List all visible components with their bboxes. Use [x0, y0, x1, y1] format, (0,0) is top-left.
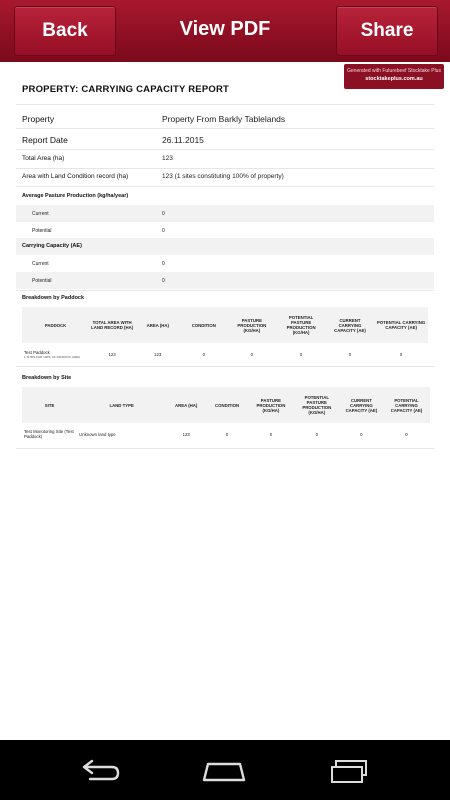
- pasture-potential-label: Potential: [32, 228, 52, 234]
- generated-badge: [344, 64, 444, 89]
- table-header: CURRENT CARRYING CAPACITY (AE): [340, 387, 383, 423]
- site-potential-cc: 0: [405, 431, 408, 437]
- paddock-pasture: 0: [250, 351, 254, 357]
- navigation-bar: [0, 740, 450, 800]
- site-land-type: Unknown land type: [79, 431, 116, 437]
- divider: [16, 128, 434, 129]
- table-header: TOTAL AREA WITH LAND RECORD (HA): [89, 307, 135, 343]
- recent-apps-icon[interactable]: [326, 758, 374, 784]
- land-condition-value: 123 (1 sites constituting 100% of property): [162, 173, 284, 180]
- site-current-cc: 0: [360, 431, 363, 437]
- site-condition: 0: [225, 431, 229, 437]
- report-date-value: 26.11.2015: [162, 135, 204, 145]
- table-header-row: [22, 307, 428, 343]
- table-header: LAND TYPE: [77, 387, 166, 423]
- table-header: AREA (HA): [135, 307, 180, 343]
- divider: [16, 168, 434, 169]
- divider: [16, 290, 434, 291]
- carrying-capacity-label: Carrying Capacity (AE): [22, 243, 82, 249]
- paddock-sites-note: 1 SITES FOR 100% OF PADDOCK AREA: [24, 354, 81, 359]
- table-header: AREA (HA): [166, 387, 206, 423]
- site-breakdown-heading: Breakdown by Site: [22, 375, 72, 381]
- site-area: 123: [182, 431, 190, 437]
- back-button[interactable]: Back: [14, 6, 116, 56]
- paddock-potential-cc: 0: [399, 351, 403, 357]
- paddock-table: [22, 307, 428, 365]
- home-icon[interactable]: [200, 758, 248, 784]
- divider: [16, 366, 434, 367]
- cc-current-value: 0: [162, 261, 165, 267]
- site-potential-pasture: 0: [315, 431, 318, 437]
- table-header: CURRENT CARRYING CAPACITY (AE): [326, 307, 374, 343]
- paddock-name-text: Test Paddock: [24, 349, 50, 355]
- pasture-potential-value: 0: [162, 228, 165, 234]
- table-header: PADDOCK: [22, 307, 89, 343]
- paddock-breakdown-heading: Breakdown by Paddock: [22, 295, 85, 301]
- property-value: Property From Barkly Tablelands: [162, 114, 286, 124]
- table-row: [22, 423, 430, 445]
- top-bar: [0, 0, 450, 62]
- pasture-current-value: 0: [162, 211, 165, 217]
- total-area-label: Total Area (ha): [22, 155, 65, 162]
- site-pasture: 0: [269, 431, 273, 437]
- divider: [16, 104, 434, 105]
- table-header: POTENTIAL PASTURE PRODUCTION (KG/HA): [294, 387, 340, 423]
- property-label: Property: [22, 114, 55, 124]
- report-date-label: Report Date: [22, 135, 68, 145]
- back-arrow-icon[interactable]: [76, 758, 124, 784]
- divider: [16, 149, 434, 150]
- table-header: POTENTIAL CARRYING CAPACITY (AE): [374, 307, 428, 343]
- generated-line1: Generated with Futurebeef Stocktake Plus: [347, 68, 441, 74]
- total-area-value: 123: [162, 155, 173, 162]
- paddock-area: 123: [154, 351, 162, 357]
- table-header: CONDITION: [206, 387, 248, 423]
- cc-potential-label: Potential: [32, 278, 52, 284]
- pasture-current-label: Current: [32, 211, 49, 217]
- site-table: [22, 387, 430, 445]
- table-row: [22, 343, 428, 365]
- cc-potential-value: 0: [162, 278, 165, 284]
- pasture-production-label: Average Pasture Production (kg/ha/year): [22, 193, 129, 199]
- paddock-name: [22, 343, 89, 365]
- cc-current-label: Current: [32, 261, 49, 267]
- paddock-condition: 0: [202, 351, 205, 357]
- divider: [16, 186, 434, 187]
- paddock-current-cc: 0: [348, 351, 352, 357]
- table-header: POTENTIAL CARRYING CAPACITY (AE): [383, 387, 430, 423]
- paddock-total: 123: [108, 351, 116, 357]
- pdf-report[interactable]: [0, 62, 450, 740]
- page-title: View PDF: [179, 18, 271, 40]
- table-header: CONDITION: [180, 307, 227, 343]
- share-button[interactable]: Share: [336, 6, 438, 56]
- table-header: SITE: [22, 387, 77, 423]
- table-header: PASTURE PRODUCTION (KG/HA): [248, 387, 294, 423]
- cc-potential-row: [16, 272, 434, 289]
- divider: [16, 448, 434, 449]
- pasture-current-row: [16, 205, 434, 222]
- table-header-row: [22, 387, 430, 423]
- site-name: Test Monotoring Site (Test Paddock): [24, 429, 74, 439]
- table-header: PASTURE PRODUCTION (KG/HA): [227, 307, 276, 343]
- table-header: POTENTIAL PASTURE PRODUCTION (KG/HA): [276, 307, 325, 343]
- generated-url: stocktakeplus.com.au: [365, 76, 423, 82]
- land-condition-label: Area with Land Condition record (ha): [22, 173, 129, 180]
- paddock-potential-pasture: 0: [299, 351, 303, 357]
- report-title: PROPERTY: CARRYING CAPACITY REPORT: [22, 84, 230, 95]
